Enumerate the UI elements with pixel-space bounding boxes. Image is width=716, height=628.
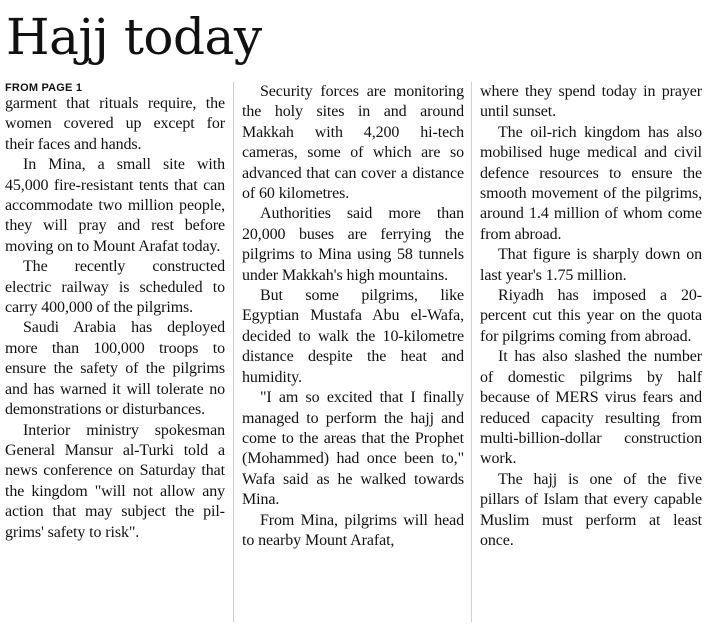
paragraph: Riyadh has imposed a 20-percent cut this year on the quota for pilgrims coming from abroad.: [480, 287, 702, 345]
article-column-3: [480, 82, 702, 551]
paragraph: The hajj is one of the five pillars of Islam that every capable Muslim must perform at least once.: [480, 470, 702, 549]
article-column-2: [242, 82, 464, 551]
paragraph: Security forces are monitoring the holy sites in and around Makkah with 4,200 hi-tech cameras, some of which are so advanced that can cover a distance of 60 kilometres.: [242, 83, 464, 203]
paragraph: Saudi Arabia has deployed more than 100,000 troops to ensure the safety of the pilgrims and has warned it will tolerate no demonstrations or disturbances.: [5, 319, 225, 419]
paragraph: garment that rituals require, the women covered up except for their faces and hands.: [5, 95, 225, 153]
column-divider: [471, 82, 472, 622]
paragraph: In Mina, a small site with 45,000 fire-resistant tents that can accommodate two million people, they will pray and rest before moving on to Mount Arafat today.: [5, 156, 225, 255]
paragraph: That figure is sharply down on last year's 1.75 million.: [480, 246, 702, 284]
column-divider: [233, 82, 234, 622]
paragraph: The recently constructed electric railway is scheduled to carry 400,000 of the pilgrims.: [5, 258, 225, 317]
headline: Hajj today: [6, 8, 262, 66]
paragraph: It has also slashed the number of domestic pilgrims by half because of MERS virus fears and reduced capacity resulting from multi-billion-dollar construction work.: [480, 348, 702, 468]
paragraph: where they spend today in prayer until sunset.: [480, 83, 702, 121]
paragraph: But some pilgrims, like Egyptian Mustafa Abu el-Wafa, decided to walk the 10-kilometre distance despite the heat and humidity.: [242, 287, 464, 386]
paragraph: From Mina, pilgrims will head to nearby Mount Arafat,: [242, 511, 464, 549]
paragraph: Authorities said more than 20,000 buses are ferrying the pilgrims to Mina using 58 tunnels under Makkah's high mountains.: [242, 205, 464, 284]
jump-line: FROM PAGE 1: [5, 82, 83, 94]
paragraph: Interior ministry spokesman General Mansur al-Turki told a news conference on Saturday that the kingdom "will not allow any action that may subject the pilgrims' safety to risk".: [5, 421, 225, 541]
paragraph: "I am so excited that I finally managed to perform the hajj and come to the areas that the Prophet (Mohammed) had once been to," Wafa said as he walked towards Mina.: [242, 389, 464, 509]
paragraph: The oil-rich kingdom has also mobilised huge medical and civil defence resources to ensure the smooth movement of the pilgrims, around 1.4 million of whom come from abroad.: [480, 123, 702, 243]
article-column-1: [5, 82, 225, 543]
